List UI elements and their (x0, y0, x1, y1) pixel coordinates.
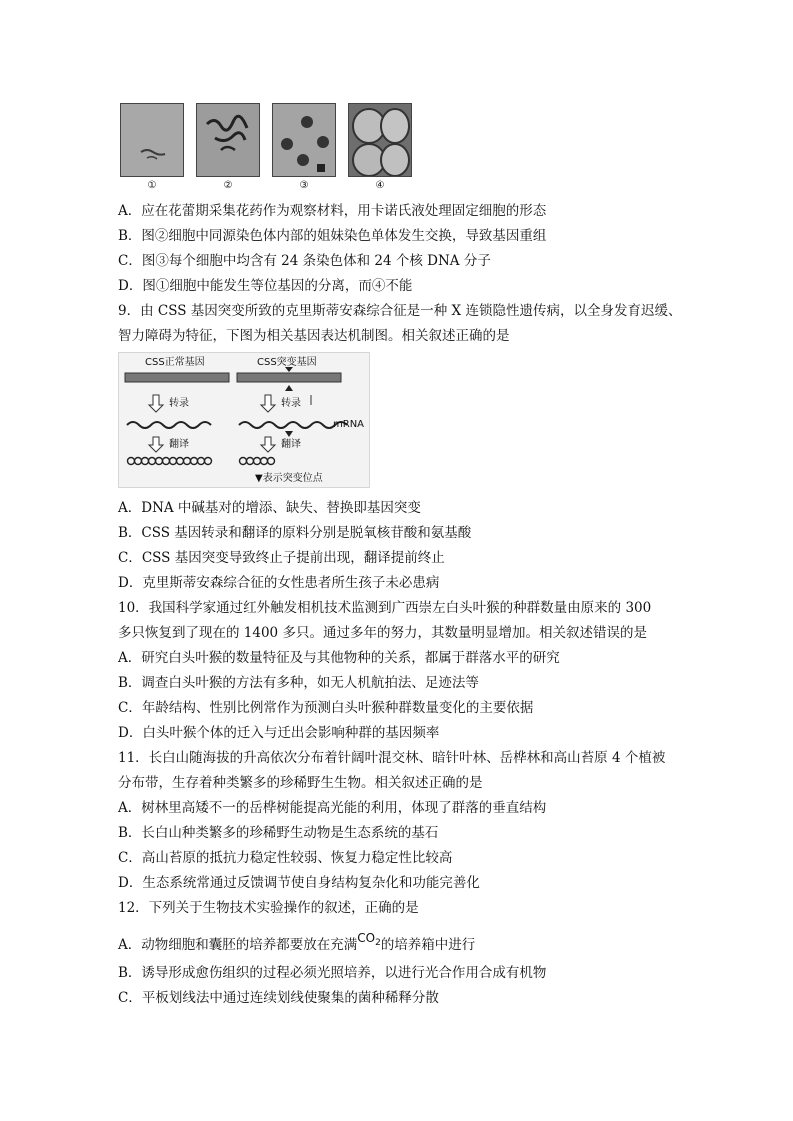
q11-stem-line-1: 11．长白山随海拔的升高依次分布着针阔叶混交林、暗针叶林、岳桦林和高山苔原 4 个植被 (118, 750, 666, 766)
q11-option-a: A．树林里高矮不一的岳桦树能提高光能的利用，体现了群落的垂直结构 (118, 800, 547, 816)
q10-stem-line-2: 多只恢复到了现在的 1400 多只。通过多年的努力，其数量明显增加。相关叙述错误的是 (118, 625, 647, 641)
q12-option-c: C．平板划线法中通过连续划线使聚集的菌种稀释分散 (118, 990, 439, 1006)
micrograph-1-icon (120, 103, 184, 177)
micrograph-label: ④ (375, 180, 385, 191)
q11-option-d: D．生态系统常通过反馈调节使自身结构复杂化和功能完善化 (118, 875, 480, 891)
normal-gene-label: CSS正常基因 (145, 357, 205, 368)
q11-option-b: B．长白山种类繁多的珍稀野生动物是生态系统的基石 (118, 825, 439, 841)
co2-co: CO (357, 931, 376, 945)
micrograph-label: ① (147, 180, 157, 191)
transcription-label-left: 转录 (169, 398, 189, 409)
q8-option-b: B．图②细胞中同源染色体内部的姐妹染色单体发生交换，导致基因重组 (118, 228, 547, 244)
q9-option-a: A．DNA 中碱基对的增添、缺失、替换即基因突变 (118, 500, 421, 516)
q11-option-c: C．高山苔原的抵抗力稳定性较弱、恢复力稳定性比较高 (118, 850, 453, 866)
translation-label-left: 翻译 (169, 439, 189, 450)
micrograph-panel-2 (196, 103, 260, 193)
micrograph-2-icon (196, 103, 260, 177)
translation-label-right: 翻译 (281, 439, 301, 450)
micrograph-panel-4 (348, 103, 412, 193)
q8-option-c: C．图③每个细胞中均含有 24 条染色体和 24 个核 DNA 分子 (118, 253, 491, 269)
q10-option-d: D．白头叶猴个体的迁入与迁出会影响种群的基因频率 (118, 725, 440, 741)
q9-option-d: D．克里斯蒂安森综合征的女性患者所生孩子未必患病 (118, 575, 440, 591)
q8-option-d: D．图①细胞中能发生等位基因的分离，而④不能 (118, 278, 413, 294)
q12-option-b: B．诱导形成愈伤组织的过程必须光照培养，以进行光合作用合成有机物 (118, 965, 547, 981)
q9-option-b: B．CSS 基因转录和翻译的原料分别是脱氧核苷酸和氨基酸 (118, 525, 472, 541)
transcription-label-right: 转录 (281, 398, 301, 409)
q9-stem-line-1: 9．由 CSS 基因突变所致的克里斯蒂安森综合征是一种 X 连锁隐性遗传病，以全身发育迟缓、 (118, 303, 682, 319)
mutation-legend: ▼表示突变位点 (255, 473, 323, 484)
q10-option-c: C．年龄结构、性别比例常作为预测白头叶猴种群数量变化的主要依据 (118, 700, 534, 716)
q12-stem: 12．下列关于生物技术实验操作的叙述，正确的是 (118, 900, 419, 916)
micrograph-row (120, 103, 412, 193)
q10-stem-line-1: 10．我国科学家通过红外触发相机技术监测到广西崇左白头叶猴的种群数量由原来的 300 (118, 600, 652, 616)
gene-expression-diagram (118, 352, 370, 488)
q10-option-a: A．研究白头叶猴的数量特征及与其他物种的关系，都属于群落水平的研究 (118, 650, 560, 666)
q11-stem-line-2: 分布带，生存着种类繁多的珍稀野生生物。相关叙述正确的是 (118, 775, 483, 791)
micrograph-panel-3 (272, 103, 336, 193)
micrograph-panel-1 (120, 103, 184, 193)
q12-option-a (118, 931, 476, 959)
mutant-gene-label: CSS突变基因 (257, 357, 317, 368)
q12-option-a-pre: A．动物细胞和囊胚的培养都要放在充满 (118, 937, 358, 953)
q12-option-a-post: 的培养箱中进行 (380, 937, 476, 953)
q8-option-a: A．应在花蕾期采集花药作为观察材料，用卡诺氏液处理固定细胞的形态 (118, 203, 547, 219)
micrograph-label: ③ (299, 180, 309, 191)
micrograph-label: ② (223, 180, 233, 191)
q9-option-c: C．CSS 基因突变导致终止子提前出现，翻译提前终止 (118, 550, 445, 566)
q9-stem-line-2: 智力障碍为特征，下图为相关基因表达机制图。相关叙述正确的是 (118, 328, 510, 344)
micrograph-3-icon (272, 103, 336, 177)
q10-option-b: B．调查白头叶猴的方法有多种，如无人机航拍法、足迹法等 (118, 675, 479, 691)
co2-formula (357, 929, 381, 952)
mrna-label: mRNA (333, 419, 365, 430)
co2-subscript: 2 (375, 938, 381, 948)
micrograph-4-icon (348, 103, 412, 177)
